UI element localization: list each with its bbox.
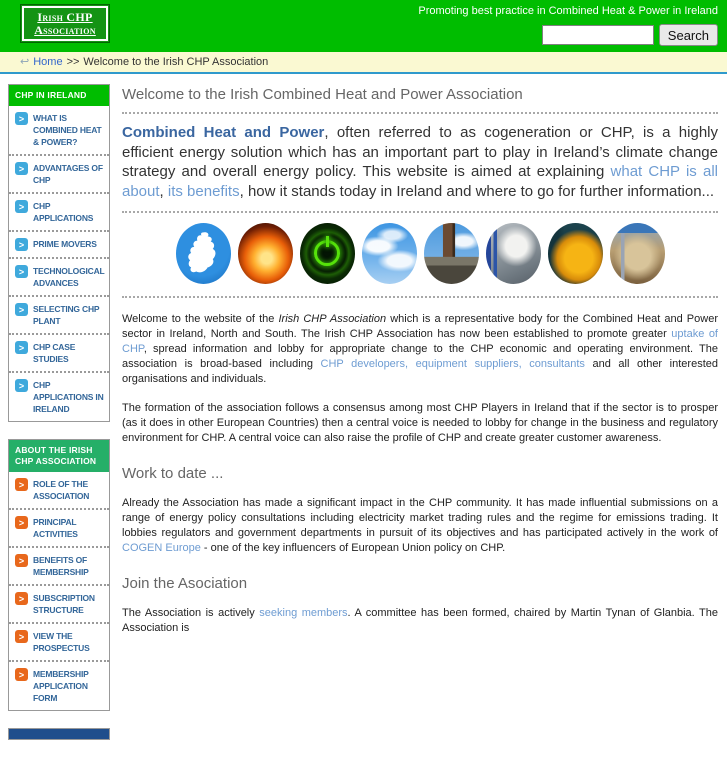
seeking-members-link[interactable]: seeking members xyxy=(259,607,348,619)
sidebar-item-what-is-chp[interactable]: > WHAT IS COMBINED HEAT & POWER? xyxy=(9,106,109,154)
sidebar-item-benefits-of-membership[interactable]: > BENEFITS OF MEMBERSHIP xyxy=(9,546,109,584)
chevron-right-icon: > xyxy=(15,478,28,491)
chevron-right-icon: > xyxy=(15,379,28,392)
sidebar-item-principal-activities[interactable]: > PRINCIPAL ACTIVITIES xyxy=(9,508,109,546)
sidebar-item-view-the-prospectus[interactable]: > VIEW THE PROSPECTUS xyxy=(9,622,109,660)
sidebar-item-prime-movers[interactable]: > PRIME MOVERS xyxy=(9,230,109,257)
sidebar-item-membership-application-form[interactable]: > MEMBERSHIP APPLICATION FORM xyxy=(9,660,109,710)
join-association-heading: Join the Asociation xyxy=(122,575,248,592)
chevron-right-icon: > xyxy=(15,238,28,251)
chevron-right-icon: > xyxy=(15,554,28,567)
sidebar-item-chp-applications-in-ireland[interactable]: > CHP APPLICATIONS IN IRELAND xyxy=(9,371,109,421)
sidebar-section2-title: ABOUT THE IRISH CHP ASSOCIATION xyxy=(9,440,109,472)
breadcrumb-separator: >> xyxy=(66,56,80,68)
chevron-right-icon: > xyxy=(15,592,28,605)
uptake-of-chp-link[interactable]: uptake of CHP xyxy=(122,328,718,355)
chp-developers-link[interactable]: CHP developers, equipment suppliers, consultants xyxy=(320,358,585,370)
sidebar xyxy=(8,84,110,757)
chevron-right-icon: > xyxy=(15,200,28,213)
sidebar-section1-title: CHP IN IRELAND xyxy=(9,85,109,106)
photo-sky-clouds xyxy=(362,223,417,284)
cogen-europe-link[interactable]: COGEN Europe xyxy=(122,542,201,554)
search-button[interactable]: Search xyxy=(659,24,718,46)
chevron-right-icon: > xyxy=(15,341,28,354)
photo-flame xyxy=(238,223,293,284)
chevron-right-icon: > xyxy=(15,516,28,529)
main-content xyxy=(122,86,718,650)
page-title: Welcome to the Irish Combined Heat and Power Association xyxy=(122,86,523,103)
welcome-paragraph: Welcome to the website of the Irish CHP Association which is a representative body for the Combined Heat and Power sector in Ireland, North and South. The Irish CHP Association has now been established to promote greater uptake of CHP, spread information and lobby for appropriate change to the CHP economic and operating environment. The association is broad-based including CHP developers, equipment suppliers, consultants and all other interested organisations and individuals. xyxy=(122,313,718,385)
chevron-right-icon: > xyxy=(15,668,28,681)
dotted-divider xyxy=(122,112,718,114)
chevron-right-icon: > xyxy=(15,265,28,278)
sidebar-item-role-of-association[interactable]: > ROLE OF THE ASSOCIATION xyxy=(9,472,109,508)
sidebar-item-technological-advances[interactable]: > TECHNOLOGICAL ADVANCES xyxy=(9,257,109,295)
dotted-divider xyxy=(122,296,718,298)
home-icon: ↩ xyxy=(20,55,30,68)
sidebar-item-advantages-of-chp[interactable]: > ADVANTAGES OF CHP xyxy=(9,154,109,192)
logo-line1: Irish CHP xyxy=(37,9,93,24)
chevron-right-icon: > xyxy=(15,630,28,643)
photo-generator-engine xyxy=(548,223,603,284)
sidebar-section3-header xyxy=(9,729,109,739)
photo-plant-equipment xyxy=(610,223,665,284)
photo-strip xyxy=(122,223,718,284)
logo-line2: Association xyxy=(34,22,96,37)
sidebar-section-about-association xyxy=(8,439,110,711)
search-input[interactable] xyxy=(542,25,654,45)
work-to-date-paragraph: Already the Association has made a significant impact in the CHP community. It has made influential submissions on a range of energy policy consultations including electricity market trading rules and the regime for emissions trading. It lobbies regulators and government departments in pursuit of its objectives and has participated actively in the work of COGEN Europe - one of the key influencers of European Union policy on CHP. xyxy=(122,497,718,554)
sidebar-section-stub xyxy=(8,728,110,740)
site-logo[interactable] xyxy=(20,4,110,43)
join-association-paragraph: The Association is actively seeking members. A committee has been formed, chaired by Martin Tynan of Glanbia. The Association is xyxy=(122,607,718,634)
formation-paragraph: The formation of the association follows a consensus among most CHP Players in Ireland that if the sector is to prosper (as it does in other European Countries) then a central voice is needed to lobby for change in the business and regulatory environment for CHP. A central voice can also raise the profile of CHP and create greater customer awareness. xyxy=(122,402,718,444)
photo-industrial-stack xyxy=(424,223,479,284)
breadcrumb-current: Welcome to the Irish CHP Association xyxy=(83,56,269,68)
its-benefits-link[interactable]: its benefits xyxy=(167,182,240,200)
combined-heat-and-power-link[interactable]: Combined Heat and Power xyxy=(122,124,325,141)
header xyxy=(0,0,727,52)
sidebar-item-selecting-chp-plant[interactable]: > SELECTING CHP PLANT xyxy=(9,295,109,333)
breadcrumb-home-link[interactable]: Home xyxy=(33,56,63,68)
chevron-right-icon: > xyxy=(15,162,28,175)
site-tagline: Promoting best practice in Combined Heat & Power in Ireland xyxy=(418,5,718,17)
search-bar xyxy=(542,24,718,46)
intro-paragraph: Combined Heat and Power, often referred to as cogeneration or CHP, is a highly efficient energy solution which has an important part to play in Ireland’s climate change strategy and overall energy policy. This website is aimed at explaining what CHP is all about, its benefits, how it stands today in Ireland and where to go for further information... xyxy=(122,124,718,200)
sidebar-item-chp-applications[interactable]: > CHP APPLICATIONS xyxy=(9,192,109,230)
what-chp-is-all-about-link[interactable]: what CHP is all about xyxy=(122,163,718,200)
chevron-right-icon: > xyxy=(15,112,28,125)
association-name-italic: Irish CHP Association xyxy=(278,313,387,325)
photo-power-button xyxy=(300,223,355,284)
photo-turbine-machinery xyxy=(486,223,541,284)
chevron-right-icon: > xyxy=(15,303,28,316)
breadcrumb xyxy=(0,52,727,74)
work-to-date-heading: Work to date ... xyxy=(122,465,224,482)
ireland-map-icon xyxy=(186,230,221,276)
dotted-divider xyxy=(122,211,718,213)
photo-ireland-map xyxy=(176,223,231,284)
sidebar-item-subscription-structure[interactable]: > SUBSCRIPTION STRUCTURE xyxy=(9,584,109,622)
sidebar-item-chp-case-studies[interactable]: > CHP CASE STUDIES xyxy=(9,333,109,371)
sidebar-section-chp-in-ireland xyxy=(8,84,110,422)
